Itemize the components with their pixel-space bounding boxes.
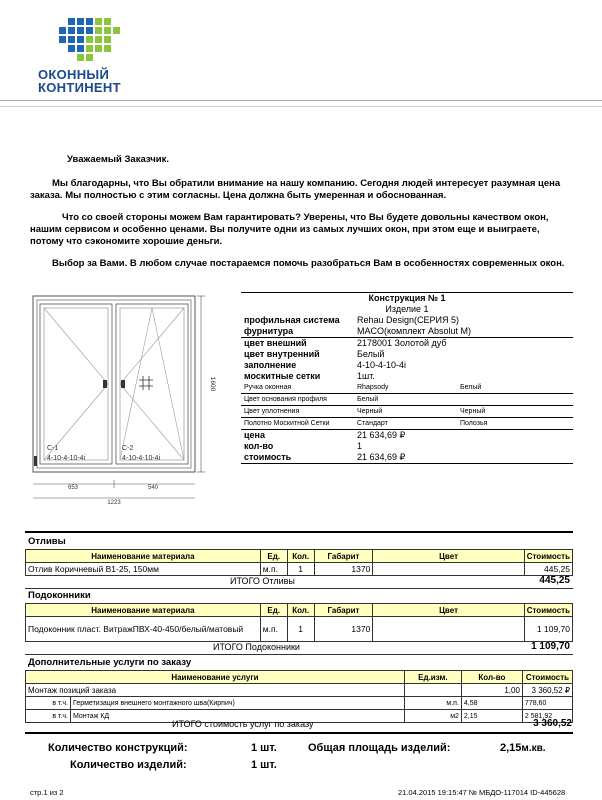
spec-key-hardware: фурнитура (244, 326, 294, 336)
services-total-label: ИТОГО стоимость услуг по заказу (172, 719, 314, 729)
paragraph-3: Выбор за Вами. В любом случае постараемся помочь разобраться Вам в особенностях современных окон. (52, 258, 565, 269)
col-qty: Кол. (287, 604, 314, 617)
spec-val-profile: Rehau Design(СЕРИЯ 5) (357, 315, 460, 325)
otlivy-total-value: 445,25 (539, 575, 570, 586)
col-color: Цвет (373, 604, 524, 617)
otlivy-header-row (26, 550, 573, 563)
spec-small-key-net: Полотно Москитной Сетки (244, 420, 330, 427)
glass1-label: 4-10-4-10-4i (47, 455, 86, 462)
spec-small-val-seal: Черный (357, 408, 383, 415)
spec-small-key-handle: Ручка оконная (244, 384, 292, 391)
col-service-cost: Стоимость (522, 671, 572, 684)
col-size: Габарит (314, 604, 373, 617)
logo-line2: КОНТИНЕНТ (38, 80, 121, 95)
podokonnik-unit: м.п. (260, 617, 287, 642)
spec-small-key-base: Цвет основания профиля (244, 396, 327, 403)
col-qty: Кол. (287, 550, 314, 563)
page-number: стр.1 из 2 (30, 788, 64, 797)
total-area-label: Общая площадь изделий: (308, 742, 451, 754)
spec-val-color-ext: 2178001 Золотой дуб (357, 338, 447, 348)
otliv-size: 1370 (314, 563, 373, 576)
service-sub1-unit: м.п. (404, 697, 461, 710)
qty-value: 1 (357, 441, 363, 451)
podokonniki-title: Подоконники (28, 590, 91, 601)
spec-small-key-seal: Цвет уплотнения (244, 408, 300, 415)
service-sub1-name: Герметизация внешнего монтажного шва(Кирпич) (71, 697, 405, 710)
service-main-name: Монтаж позиций заказа (26, 684, 405, 697)
podokonnik-name: Подоконник пласт. ВитражПВХ-40-450/белый/матовый (26, 617, 261, 642)
spec-key-color-ext: цвет внешний (244, 338, 307, 348)
constructions-count-value: 1 шт. (251, 742, 277, 754)
sash2-label: С-2 (122, 445, 134, 452)
table-row (26, 617, 573, 642)
col-cost: Стоимость (524, 550, 572, 563)
glass2-label: 4-10-4-10-4i (122, 455, 161, 462)
col-unit: Ед. (260, 550, 287, 563)
cost-label: стоимость (244, 452, 292, 462)
service-sub1-cost: 778,60 (522, 697, 572, 710)
height-dim: 1600 (209, 376, 216, 392)
services-header-row (26, 671, 573, 684)
spec-small-val-base: Белый (357, 396, 379, 403)
construction-title: Конструкция № 1 (241, 292, 573, 304)
width-dim-total: 1223 (107, 500, 121, 506)
area-unit: м.кв. (521, 743, 546, 754)
service-sub2-unit: м2 (404, 710, 461, 723)
service-sub2-pre: в т.ч. (26, 710, 71, 723)
total-area-value (500, 742, 546, 754)
table-row (26, 697, 573, 710)
otliv-qty: 1 (287, 563, 314, 576)
podokonnik-qty: 1 (287, 617, 314, 642)
col-service-name: Наименование услуги (26, 671, 405, 684)
service-sub2-qty: 2,15 (461, 710, 522, 723)
podokonniki-total-value: 1 109,70 (531, 641, 570, 652)
otliv-name: Отлив Коричневый В1-25, 150мм (26, 563, 261, 576)
spec-val-glazing: 4-10-4-10-4i (357, 360, 407, 370)
spec-small-val-net: Стандарт (357, 420, 388, 427)
col-name: Наименование материала (26, 550, 261, 563)
otliv-cost: 445,25 (524, 563, 572, 576)
podokonniki-total-label: ИТОГО Подоконники (213, 642, 300, 652)
construction-spec (241, 292, 573, 464)
price-label: цена (244, 430, 265, 440)
service-main-unit (404, 684, 461, 697)
width-dim-2: 540 (147, 485, 159, 491)
otlivy-bottom-rule (25, 588, 573, 589)
window-drawing (25, 292, 235, 514)
constructions-count-label: Количество конструкций: (48, 742, 188, 754)
greeting: Уважаемый Заказчик. (67, 154, 169, 165)
col-unit: Ед. (260, 604, 287, 617)
service-sub1-qty: 4,58 (461, 697, 522, 710)
paragraph-1: Мы благодарны, что Вы обратили внимание на нашу компанию. Сегодня людей интересует разумная цена заказа. Мы полностью с этим согласны. Цена должна быть умеренная и обоснованная. (30, 178, 561, 201)
spec-val-hardware: MACO(комплект Absolut M) (357, 326, 472, 336)
spec-small-val2-handle: Белый (460, 384, 482, 391)
spec-small-val2-net: Полозья (460, 420, 488, 427)
spec-key-mosquito: москитные сетки (244, 371, 321, 381)
col-name: Наименование материала (26, 604, 261, 617)
services-table (25, 670, 573, 723)
otlivy-total-label: ИТОГО Отливы (230, 576, 295, 586)
podokonniki-table (25, 603, 573, 642)
col-service-qty: Кол-во (461, 671, 522, 684)
document-stamp: 21.04.2015 19:15:47 № МБДО-117014 ID-445628 (398, 788, 566, 797)
spec-small-val2-seal: Черный (460, 408, 486, 415)
area-number: 2,15 (500, 742, 522, 754)
cost-value: 21 634,69 ₽ (357, 452, 406, 462)
qty-label: кол-во (244, 441, 274, 451)
section-divider (25, 531, 573, 533)
service-sub1-pre: в т.ч. (26, 697, 71, 710)
services-title: Дополнительные услуги по заказу (28, 657, 192, 668)
header-rule-2 (0, 106, 602, 107)
podokonnik-size: 1370 (314, 617, 373, 642)
col-service-unit: Ед.изм. (404, 671, 461, 684)
spec-val-mosquito: 1шт. (357, 371, 375, 381)
logo-line1: ОКОННЫЙ (38, 67, 110, 82)
otliv-unit: м.п. (260, 563, 287, 576)
col-color: Цвет (373, 550, 524, 563)
header-rule (0, 100, 602, 101)
spec-small-val-handle: Rhapsody (357, 384, 389, 391)
service-sub2-name: Монтаж КД (71, 710, 405, 723)
spec-key-profile: профильная система (244, 315, 340, 325)
logo-mark-icon (50, 16, 130, 66)
items-count-value: 1 шт. (251, 759, 277, 771)
podokonnik-cost: 1 109,70 (524, 617, 572, 642)
spec-key-color-int: цвет внутренний (244, 349, 320, 359)
otlivy-table (25, 549, 573, 576)
col-cost: Стоимость (524, 604, 572, 617)
spec-val-color-int: Белый (357, 349, 385, 359)
otliv-color (373, 563, 524, 576)
service-sub2-cost: 2 581,92 (522, 710, 572, 723)
sash1-label: С-1 (47, 445, 59, 452)
items-count-label: Количество изделий: (70, 759, 187, 771)
services-total-value: 3 360,52 (533, 718, 572, 729)
service-main-cost: 3 360,52 ₽ (522, 684, 572, 697)
paragraph-2: Что со своей стороны можем Вам гарантировать? Уверены, что Вы будете довольны качеством окон, нашим сервисом и особенно ценами. Вы получите одни из самых лучших окон, при этом еще и выиграете, потому что сэкономите хорошие деньги. (30, 212, 549, 247)
width-dim-1: 653 (67, 485, 79, 491)
table-row (26, 563, 573, 576)
podokonnik-color (373, 617, 524, 642)
service-main-qty: 1,00 (461, 684, 522, 697)
podokonniki-header-row (26, 604, 573, 617)
services-bottom-rule (25, 732, 573, 734)
table-row (26, 684, 573, 697)
otlivy-title: Отливы (28, 536, 66, 547)
podokonniki-bottom-rule (25, 654, 573, 655)
company-logo (38, 16, 148, 94)
col-size: Габарит (314, 550, 373, 563)
spec-key-glazing: заполнение (244, 360, 297, 370)
construction-subtitle: Изделие 1 (385, 304, 429, 314)
price-value: 21 634,69 ₽ (357, 430, 406, 440)
